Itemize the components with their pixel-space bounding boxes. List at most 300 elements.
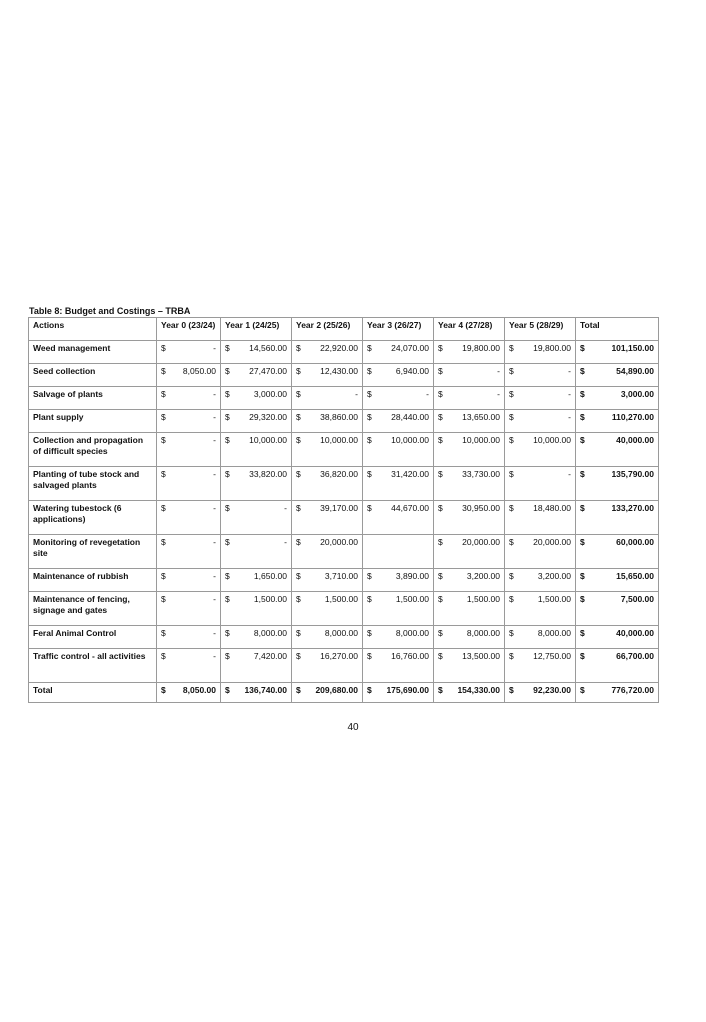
amount-cell [434,433,505,467]
amount-cell [363,341,434,364]
currency-symbol: $ [296,537,301,547]
amount-value: 1,500.00 [253,594,287,604]
amount-value: 16,760.00 [391,651,429,661]
column-header: Year 5 (28/29) [505,318,576,341]
currency-symbol: $ [296,628,301,638]
amount-cell [157,592,221,626]
table-row [29,410,659,433]
amount-value: 22,920.00 [320,343,358,353]
amount-cell [221,387,292,410]
amount-value: 13,650.00 [462,412,500,422]
amount-cell [363,683,434,703]
amount-cell [157,341,221,364]
currency-symbol: $ [580,412,585,422]
amount-value: - [213,571,216,581]
amount-cell [292,467,363,501]
amount-value: - [284,503,287,513]
amount-cell [505,649,576,683]
amount-value: 10,000.00 [533,435,571,445]
amount-value: 3,710.00 [324,571,358,581]
currency-symbol: $ [580,469,585,479]
amount-value: 19,800.00 [533,343,571,353]
currency-symbol: $ [509,412,514,422]
currency-symbol: $ [367,343,372,353]
amount-value: 39,170.00 [320,503,358,513]
amount-cell [157,626,221,649]
currency-symbol: $ [225,628,230,638]
action-cell: Watering tubestock (6 applications) [29,501,157,535]
currency-symbol: $ [161,571,166,581]
currency-symbol: $ [509,651,514,661]
amount-value: 8,000.00 [324,628,358,638]
column-header: Year 0 (23/24) [157,318,221,341]
amount-value: 3,890.00 [395,571,429,581]
amount-cell [221,341,292,364]
amount-cell [157,649,221,683]
amount-cell [505,410,576,433]
amount-cell [505,467,576,501]
total-cell [576,341,659,364]
table-row [29,364,659,387]
currency-symbol: $ [225,503,230,513]
column-header: Total [576,318,659,341]
amount-value: 1,500.00 [324,594,358,604]
currency-symbol: $ [367,651,372,661]
action-cell: Maintenance of rubbish [29,569,157,592]
currency-symbol: $ [438,343,443,353]
currency-symbol: $ [367,628,372,638]
amount-value: 10,000.00 [249,435,287,445]
currency-symbol: $ [438,389,443,399]
currency-symbol: $ [296,412,301,422]
amount-cell [434,683,505,703]
amount-value: - [213,389,216,399]
currency-symbol: $ [225,366,230,376]
amount-cell [434,387,505,410]
amount-cell [292,433,363,467]
amount-value: - [426,389,429,399]
amount-value: 40,000.00 [616,435,654,445]
action-cell: Plant supply [29,410,157,433]
action-cell: Monitoring of revegetation site [29,535,157,569]
amount-value: 92,230.00 [533,685,571,695]
amount-cell [157,364,221,387]
currency-symbol: $ [296,685,301,695]
currency-symbol: $ [225,685,230,695]
action-cell: Seed collection [29,364,157,387]
currency-symbol: $ [509,537,514,547]
amount-value: 6,940.00 [395,366,429,376]
amount-value: 27,470.00 [249,366,287,376]
column-header: Year 3 (26/27) [363,318,434,341]
currency-symbol: $ [296,469,301,479]
amount-value: 16,270.00 [320,651,358,661]
currency-symbol: $ [296,594,301,604]
amount-value: 20,000.00 [320,537,358,547]
action-cell: Planting of tube stock and salvaged plants [29,467,157,501]
currency-symbol: $ [438,571,443,581]
amount-value: 175,690.00 [386,685,429,695]
currency-symbol: $ [580,537,585,547]
amount-cell [363,535,434,569]
table-row [29,569,659,592]
total-cell [576,592,659,626]
currency-symbol: $ [580,389,585,399]
amount-value: 18,480.00 [533,503,571,513]
amount-value: - [213,537,216,547]
amount-value: 8,000.00 [253,628,287,638]
amount-cell [157,569,221,592]
amount-cell [363,592,434,626]
currency-symbol: $ [580,435,585,445]
currency-symbol: $ [225,435,230,445]
amount-cell [505,364,576,387]
amount-cell [221,649,292,683]
amount-value: 1,500.00 [537,594,571,604]
currency-symbol: $ [580,503,585,513]
total-cell [576,569,659,592]
amount-value: - [355,389,358,399]
amount-value: 7,420.00 [253,651,287,661]
amount-value: 12,750.00 [533,651,571,661]
currency-symbol: $ [509,594,514,604]
action-cell: Total [29,683,157,703]
total-cell [576,410,659,433]
amount-value: 1,500.00 [466,594,500,604]
amount-value: 54,890.00 [616,366,654,376]
amount-value: 3,200.00 [466,571,500,581]
amount-cell [221,433,292,467]
amount-value: - [497,389,500,399]
amount-cell [221,467,292,501]
total-cell [576,683,659,703]
amount-value: 776,720.00 [611,685,654,695]
currency-symbol: $ [161,366,166,376]
amount-value: 135,790.00 [611,469,654,479]
amount-cell [363,467,434,501]
amount-cell [363,569,434,592]
amount-value: 14,560.00 [249,343,287,353]
action-cell: Traffic control - all activities [29,649,157,683]
currency-symbol: $ [367,685,372,695]
currency-symbol: $ [225,537,230,547]
table-row [29,341,659,364]
amount-value: 29,320.00 [249,412,287,422]
amount-cell [292,683,363,703]
amount-value: 154,330.00 [457,685,500,695]
amount-cell [221,683,292,703]
amount-cell [434,626,505,649]
amount-value: 10,000.00 [320,435,358,445]
amount-value: 20,000.00 [533,537,571,547]
currency-symbol: $ [296,366,301,376]
action-cell: Maintenance of fencing, signage and gates [29,592,157,626]
amount-cell [221,410,292,433]
amount-cell [363,387,434,410]
amount-value: 12,430.00 [320,366,358,376]
currency-symbol: $ [161,503,166,513]
currency-symbol: $ [161,389,166,399]
amount-cell [505,341,576,364]
amount-cell [505,592,576,626]
amount-cell [363,410,434,433]
amount-cell [363,501,434,535]
column-header: Actions [29,318,157,341]
amount-value: 7,500.00 [620,594,654,604]
amount-value: 40,000.00 [616,628,654,638]
amount-value: - [213,469,216,479]
amount-value: 20,000.00 [462,537,500,547]
amount-value: - [213,435,216,445]
table-row [29,433,659,467]
total-cell [576,649,659,683]
currency-symbol: $ [438,651,443,661]
currency-symbol: $ [438,469,443,479]
amount-cell [434,467,505,501]
currency-symbol: $ [225,571,230,581]
currency-symbol: $ [509,685,514,695]
amount-value: - [213,651,216,661]
amount-value: 8,000.00 [395,628,429,638]
currency-symbol: $ [580,343,585,353]
currency-symbol: $ [367,571,372,581]
total-cell [576,626,659,649]
amount-cell [157,535,221,569]
amount-cell [434,649,505,683]
page-number: 40 [347,722,359,733]
amount-cell [157,387,221,410]
currency-symbol: $ [225,469,230,479]
amount-cell [292,501,363,535]
currency-symbol: $ [161,651,166,661]
amount-value: 8,050.00 [182,685,216,695]
amount-value: 10,000.00 [391,435,429,445]
total-cell [576,535,659,569]
amount-cell [505,535,576,569]
amount-cell [292,569,363,592]
amount-value: - [568,412,571,422]
amount-cell [505,387,576,410]
currency-symbol: $ [367,412,372,422]
table-row [29,649,659,683]
amount-value: - [497,366,500,376]
amount-value: 8,000.00 [466,628,500,638]
amount-value: 60,000.00 [616,537,654,547]
currency-symbol: $ [225,389,230,399]
amount-cell [292,592,363,626]
column-header: Year 1 (24/25) [221,318,292,341]
amount-cell [157,410,221,433]
amount-cell [363,364,434,387]
currency-symbol: $ [161,412,166,422]
amount-cell [434,410,505,433]
table-row [29,626,659,649]
amount-value: - [568,366,571,376]
amount-value: 28,440.00 [391,412,429,422]
table-row [29,592,659,626]
amount-value: - [284,537,287,547]
currency-symbol: $ [438,435,443,445]
table-caption: Table 8: Budget and Costings – TRBA [29,306,191,316]
amount-value: 8,050.00 [182,366,216,376]
currency-symbol: $ [438,594,443,604]
amount-cell [434,364,505,387]
amount-value: 110,270.00 [611,412,654,422]
currency-symbol: $ [161,685,166,695]
currency-symbol: $ [225,412,230,422]
currency-symbol: $ [225,651,230,661]
action-cell: Weed management [29,341,157,364]
action-cell: Collection and propagation of difficult species [29,433,157,467]
amount-cell [157,433,221,467]
currency-symbol: $ [225,594,230,604]
amount-cell [505,683,576,703]
amount-value: - [213,628,216,638]
amount-value: 8,000.00 [537,628,571,638]
currency-symbol: $ [367,503,372,513]
currency-symbol: $ [438,503,443,513]
amount-cell [434,535,505,569]
amount-value: 10,000.00 [462,435,500,445]
amount-cell [434,341,505,364]
currency-symbol: $ [367,594,372,604]
currency-symbol: $ [509,343,514,353]
currency-symbol: $ [367,366,372,376]
amount-cell [221,501,292,535]
amount-value: 24,070.00 [391,343,429,353]
amount-cell [292,341,363,364]
currency-symbol: $ [367,435,372,445]
currency-symbol: $ [438,628,443,638]
amount-value: 3,000.00 [620,389,654,399]
amount-value: 133,270.00 [611,503,654,513]
amount-value: 30,950.00 [462,503,500,513]
action-cell: Feral Animal Control [29,626,157,649]
amount-cell [157,683,221,703]
amount-cell [363,649,434,683]
currency-symbol: $ [580,651,585,661]
currency-symbol: $ [509,571,514,581]
amount-value: - [213,412,216,422]
amount-cell [221,535,292,569]
action-cell: Salvage of plants [29,387,157,410]
amount-cell [292,626,363,649]
currency-symbol: $ [509,366,514,376]
currency-symbol: $ [161,469,166,479]
budget-table [28,317,659,703]
amount-cell [292,410,363,433]
currency-symbol: $ [367,389,372,399]
amount-value: 101,150.00 [611,343,654,353]
currency-symbol: $ [580,571,585,581]
amount-value: - [213,343,216,353]
currency-symbol: $ [161,594,166,604]
amount-cell [221,592,292,626]
table-row [29,387,659,410]
amount-cell [363,433,434,467]
amount-value: 31,420.00 [391,469,429,479]
amount-cell [221,626,292,649]
total-cell [576,364,659,387]
amount-value: 136,740.00 [244,685,287,695]
amount-cell [292,535,363,569]
total-cell [576,501,659,535]
total-cell [576,387,659,410]
currency-symbol: $ [296,503,301,513]
amount-value: 1,650.00 [253,571,287,581]
currency-symbol: $ [296,435,301,445]
table-row [29,501,659,535]
currency-symbol: $ [367,469,372,479]
amount-cell [505,626,576,649]
currency-symbol: $ [509,389,514,399]
currency-symbol: $ [161,628,166,638]
amount-value: 44,670.00 [391,503,429,513]
amount-value: - [568,389,571,399]
amount-value: 33,730.00 [462,469,500,479]
amount-value: 3,000.00 [253,389,287,399]
amount-value: 1,500.00 [395,594,429,604]
total-cell [576,433,659,467]
currency-symbol: $ [296,343,301,353]
amount-cell [221,569,292,592]
currency-symbol: $ [438,366,443,376]
currency-symbol: $ [225,343,230,353]
amount-cell [363,626,434,649]
amount-value: - [213,594,216,604]
amount-cell [292,387,363,410]
amount-cell [434,501,505,535]
currency-symbol: $ [580,628,585,638]
currency-symbol: $ [161,537,166,547]
amount-value: 36,820.00 [320,469,358,479]
currency-symbol: $ [296,651,301,661]
amount-value: 66,700.00 [616,651,654,661]
amount-value: - [213,503,216,513]
table-row [29,467,659,501]
currency-symbol: $ [296,389,301,399]
currency-symbol: $ [161,435,166,445]
amount-cell [157,467,221,501]
amount-value: 209,680.00 [315,685,358,695]
currency-symbol: $ [438,412,443,422]
currency-symbol: $ [509,628,514,638]
header-row [29,318,659,341]
amount-cell [292,364,363,387]
amount-cell [221,364,292,387]
currency-symbol: $ [509,469,514,479]
column-header: Year 2 (25/26) [292,318,363,341]
amount-value: 19,800.00 [462,343,500,353]
total-cell [576,467,659,501]
amount-value: 13,500.00 [462,651,500,661]
amount-cell [434,569,505,592]
currency-symbol: $ [438,537,443,547]
amount-value: 15,650.00 [616,571,654,581]
currency-symbol: $ [296,571,301,581]
amount-value: 33,820.00 [249,469,287,479]
total-row [29,683,659,703]
amount-cell [505,569,576,592]
currency-symbol: $ [161,343,166,353]
amount-value: 38,860.00 [320,412,358,422]
table-row [29,535,659,569]
amount-cell [157,501,221,535]
currency-symbol: $ [509,503,514,513]
amount-cell [434,592,505,626]
currency-symbol: $ [580,594,585,604]
amount-cell [292,649,363,683]
